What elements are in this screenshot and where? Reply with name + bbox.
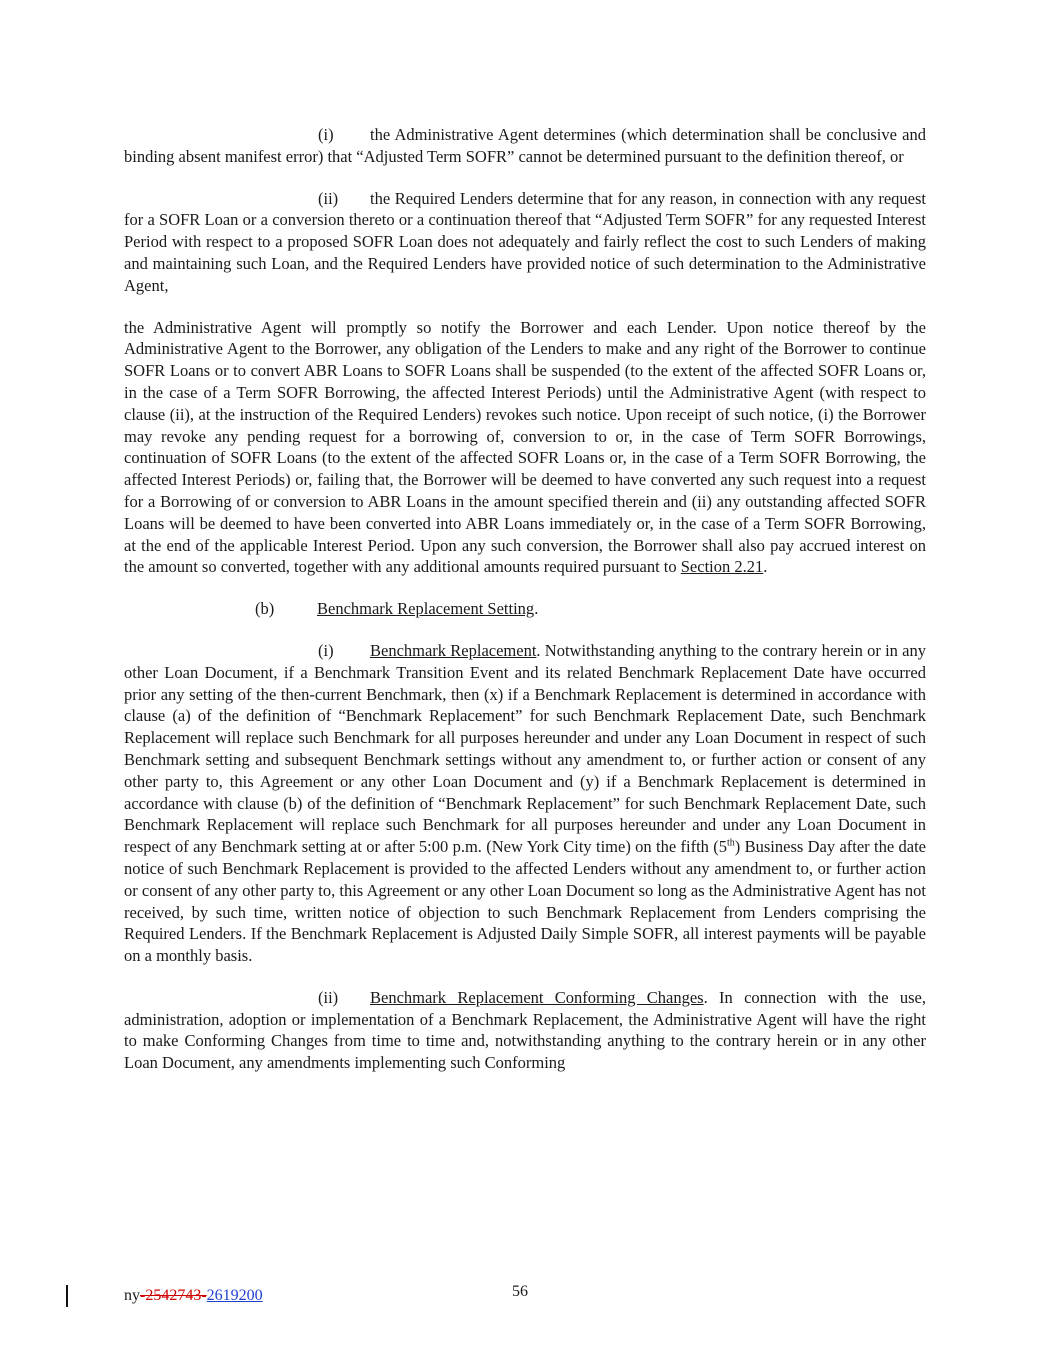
clause-b-ii [124,987,926,1074]
section-reference-link[interactable]: Section 2.21 [680,557,764,577]
change-bar [66,1285,68,1307]
clause-number: (ii) [318,188,339,208]
document-body [124,124,926,1094]
continuation-paragraph [124,317,926,579]
clause-b-i [124,640,926,967]
doc-id-prefix: ny [124,1287,140,1304]
clause-number: (i) [318,640,334,660]
section-title: Benchmark Replacement Setting [317,599,535,619]
clause-text: the Administrative Agent determines (which determination shall be conclusive and binding absent manifest error) that “Adjusted Term SOFR” cannot be determined pursuant to the definition thereof, or [124,125,926,166]
clause-i [124,124,926,168]
period: . [534,599,539,619]
inserted-doc-id: 2619200 [206,1287,263,1304]
clause-text: . Notwithstanding anything to the contrary herein or in any other Loan Document, if a Benchmark Transition Event and its related Benchmark Replacement Date have occurred prior any setting of the then-current Benchmark, then (x) if a Benchmark Replacement is determined in accordance with clause (a) of the definition of “Benchmark Replacement” for such Benchmark Replacement Date, such Benchmark Replacement will replace such Benchmark for all purposes hereunder and under any Loan Document in respect of such Benchmark setting and subsequent Benchmark settings without any amendment to, or further action or consent of any other party to, this Agreement or any other Loan Document and (y) if a Benchmark Replacement is determined in accordance with clause (b) of the definition of “Benchmark Replacement” for such Benchmark Replacement Date, such Benchmark Replacement will replace such Benchmark for all purposes hereunder and under any Loan Document in respect of any Benchmark setting at or after 5:00 p.m. (New York City time) on the fifth (5 [124,640,926,857]
clause-text-continued: ) Business Day after the date notice of such Benchmark Replacement is provided to the affected Lenders without any amendment to, or further action or consent of any other party to, this Agreement or any other Loan Document so long as the Administrative Agent has not received, by such time, written notice of objection to such Benchmark Replacement from Lenders comprising the Required Lenders. If the Benchmark Replacement is Adjusted Daily Simple SOFR, all interest payments will be payable on a monthly basis. [124,837,926,966]
page-footer [0,1282,1055,1322]
ordinal-superscript: th [727,837,735,849]
deleted-doc-id: -2542743- [140,1287,207,1304]
clause-text: . In connection with the use, administration, adoption or implementation of a Benchmark Replacement, the Administrative Agent will have the right to make Conforming Changes from time to time and, notwithstanding anything to the contrary herein or in any other Loan Document, any amendments implementing such Conforming [124,987,926,1073]
clause-text: the Required Lenders determine that for any reason, in connection with any request for a SOFR Loan or a conversion thereto or a continuation thereof that “Adjusted Term SOFR” for any requested Interest Period with respect to a proposed SOFR Loan does not adequately and fairly reflect the cost to such Lenders of making and maintaining such Loan, and the Required Lenders have provided notice of such determination to the Administrative Agent, [124,188,926,295]
clause-number: (ii) [318,987,339,1007]
section-number: (b) [255,599,275,619]
page-number: 56 [512,1283,528,1300]
period: . [763,557,768,577]
clause-title: Benchmark Replacement Conforming Changes [370,987,704,1007]
document-id [124,1287,263,1305]
section-b-heading [255,598,926,620]
clause-number: (i) [318,125,334,144]
clause-ii [124,188,926,297]
paragraph-text: the Administrative Agent will promptly so notify the Borrower and each Lender. Upon notice thereof by the Administrative Agent to the Borrower, any obligation of the Lenders to make and any right of the Borrower to continue SOFR Loans or to convert ABR Loans to SOFR Loans shall be suspended (to the extent of the affected SOFR Loans or, in the case of a Term SOFR Borrowing, the affected Interest Periods) until the Administrative Agent (with respect to clause (ii), at the instruction of the Required Lenders) revokes such notice. Upon receipt of such notice, (i) the Borrower may revoke any pending request for a borrowing of, conversion to or, in the case of Term SOFR Borrowings, continuation of SOFR Loans (to the extent of the affected SOFR Loans or, in the case of a Term SOFR Borrowing, the affected Interest Periods) or, failing that, the Borrower will be deemed to have converted any such request into a request for a Borrowing of or conversion to ABR Loans in the amount specified therein and (ii) any outstanding affected SOFR Loans will be deemed to have been converted into ABR Loans immediately or, in the case of a Term SOFR Borrowing, at the end of the applicable Interest Period. Upon any such conversion, the Borrower shall also pay accrued interest on the amount so converted, together with any additional amounts required pursuant to [124,317,926,577]
clause-title: Benchmark Replacement [370,640,537,660]
